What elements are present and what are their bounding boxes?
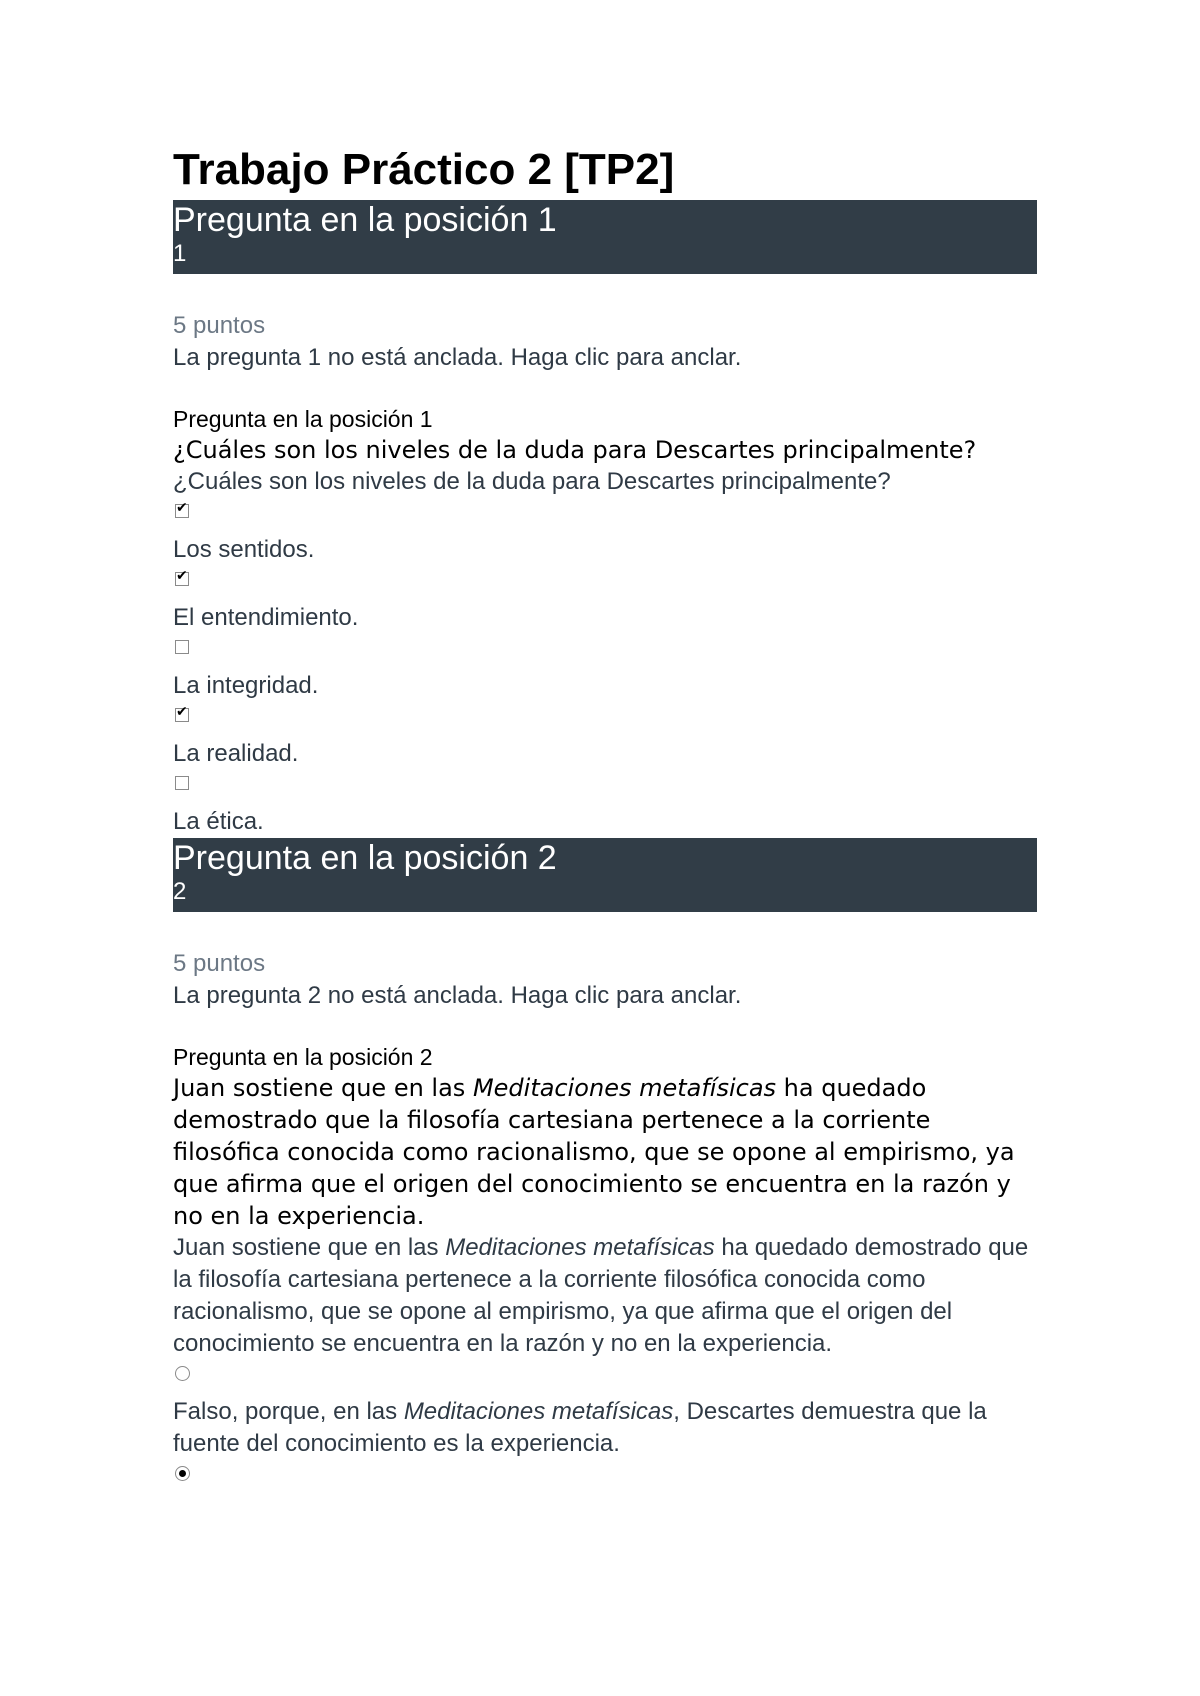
- question-1: [173, 200, 1037, 838]
- answer-option: [173, 566, 1037, 634]
- book-title: Meditaciones metafísicas: [472, 1074, 777, 1102]
- question-header-title: Pregunta en la posición 1: [173, 201, 557, 239]
- question-header-number: 1: [173, 240, 187, 267]
- option-label: La realidad.: [173, 740, 299, 767]
- question-text-heading: [173, 1072, 1037, 1232]
- option-label-segment: , Descartes demuestra que la fuente del conocimiento es la experiencia.: [173, 1398, 987, 1457]
- question-text-heading: ¿Cuáles son los niveles de la duda para Descartes principalmente?: [173, 436, 977, 464]
- question-header: [173, 200, 1037, 274]
- book-title: Meditaciones metafísicas: [403, 1398, 674, 1425]
- question-points: 5 puntos: [173, 950, 266, 977]
- document-title: Trabajo Práctico 2 [TP2]: [173, 145, 675, 194]
- option-label: [173, 1396, 1037, 1460]
- question-points: 5 puntos: [173, 312, 266, 339]
- option-checkbox[interactable]: [175, 708, 189, 722]
- option-label: La ética.: [173, 808, 264, 835]
- answer-option: [173, 498, 1037, 566]
- answer-option: [173, 702, 1037, 770]
- question-label: Pregunta en la posición 2: [173, 1044, 433, 1070]
- question-header-title: Pregunta en la posición 2: [173, 839, 557, 877]
- option-label: Los sentidos.: [173, 536, 315, 563]
- option-checkbox[interactable]: [175, 640, 189, 654]
- option-checkbox[interactable]: [175, 504, 189, 518]
- question-text-segment: ha quedado demostrado que la filosofía cartesiana pertenece a la corriente filosófica conocida como racionalismo, que se opone al empirismo, ya que afirma que el origen del conocimiento se encuentra en la razón y no en la experiencia.: [173, 1074, 1015, 1230]
- question-label: Pregunta en la posición 1: [173, 406, 433, 432]
- answer-option: [173, 634, 1037, 702]
- question-text-segment: Juan sostiene que en las: [173, 1074, 473, 1102]
- question-header-number: 2: [173, 878, 187, 905]
- option-radio[interactable]: [175, 1466, 190, 1481]
- question-anchor-link[interactable]: La pregunta 1 no está anclada. Haga clic para anclar.: [173, 344, 742, 371]
- document-page: [173, 142, 1037, 1496]
- option-label: La integridad.: [173, 672, 319, 699]
- question-text: [173, 1232, 1037, 1360]
- question-text: ¿Cuáles son los niveles de la duda para Descartes principalmente?: [173, 468, 891, 495]
- question-header: [173, 838, 1037, 912]
- question-anchor-link[interactable]: La pregunta 2 no está anclada. Haga clic para anclar.: [173, 982, 742, 1009]
- option-checkbox[interactable]: [175, 776, 189, 790]
- answer-option: [173, 1460, 1037, 1496]
- answer-option: [173, 1360, 1037, 1460]
- option-checkbox[interactable]: [175, 572, 189, 586]
- option-radio[interactable]: [175, 1366, 190, 1381]
- book-title: Meditaciones metafísicas: [445, 1234, 715, 1261]
- option-label-segment: Falso, porque, en las: [173, 1398, 404, 1425]
- question-2: [173, 838, 1037, 1496]
- option-label: El entendimiento.: [173, 604, 359, 631]
- answer-option: [173, 770, 1037, 838]
- question-text-segment: ha quedado demostrado que la filosofía cartesiana pertenece a la corriente filosófica conocida como racionalismo, que se opone al empirismo, ya que afirma que el origen del conocimiento se encuentra en la razón y no en la experiencia.: [173, 1234, 1029, 1357]
- question-text-segment: Juan sostiene que en las: [173, 1234, 446, 1261]
